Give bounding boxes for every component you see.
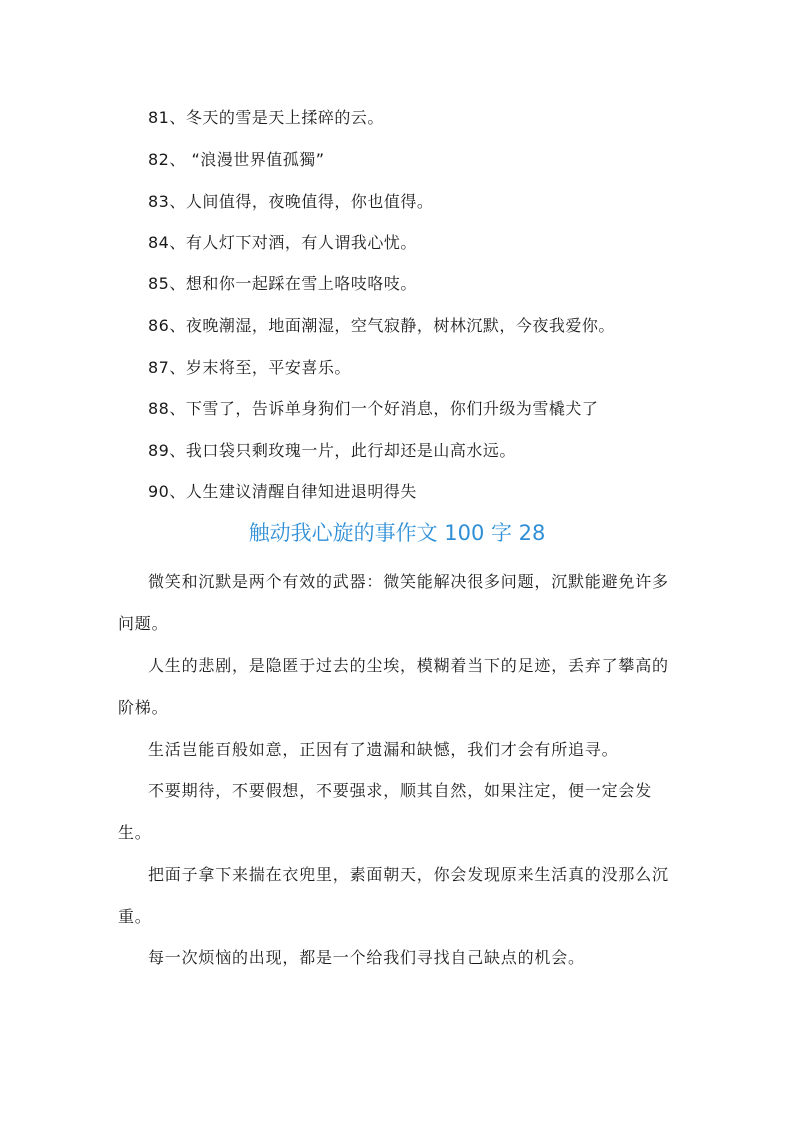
paragraph: 不要期待，不要假想，不要强求，顺其自然，如果注定，便一定会发生。 [118,781,653,842]
list-item: 82、 “浪漫世界值孤獨” [148,150,325,169]
list-item: 81、冬天的雪是天上揉碎的云。 [148,108,384,127]
list-item: 86、夜晚潮湿，地面潮湿，空气寂静，树林沉默，今夜我爱你。 [148,316,615,335]
list-item: 89、我口袋只剩玫瑰一片，此行却还是山高水远。 [148,441,516,460]
list-item: 83、人间值得，夜晚值得，你也值得。 [148,192,434,211]
section-title: 触动我心旋的事作文 100 字 28 [248,521,546,545]
list-item: 87、岁末将至，平安喜乐。 [148,358,351,377]
paragraph: 微笑和沉默是两个有效的武器：微笑能解决很多问题，沉默能避免许多问题。 [118,572,669,633]
paragraph: 每一次烦恼的出现，都是一个给我们寻找自己缺点的机会。 [148,948,585,967]
list-item: 88、下雪了，告诉单身狗们一个好消息，你们升级为雪橇犬了 [148,399,599,418]
paragraph: 人生的悲剧，是隐匿于过去的尘埃，模糊着当下的足迹，丢弃了攀高的阶梯。 [118,656,669,717]
paragraph: 生活岂能百般如意，正因有了遗漏和缺憾，我们才会有所追寻。 [148,740,619,759]
paragraph: 把面子拿下来揣在衣兜里，素面朝天，你会发现原来生活真的没那么沉重。 [118,865,669,926]
list-item: 85、想和你一起踩在雪上咯吱咯吱。 [148,274,417,293]
list-item: 84、有人灯下对酒，有人谓我心忧。 [148,233,417,252]
list-item: 90、人生建议清醒自律知进退明得失 [148,482,417,501]
